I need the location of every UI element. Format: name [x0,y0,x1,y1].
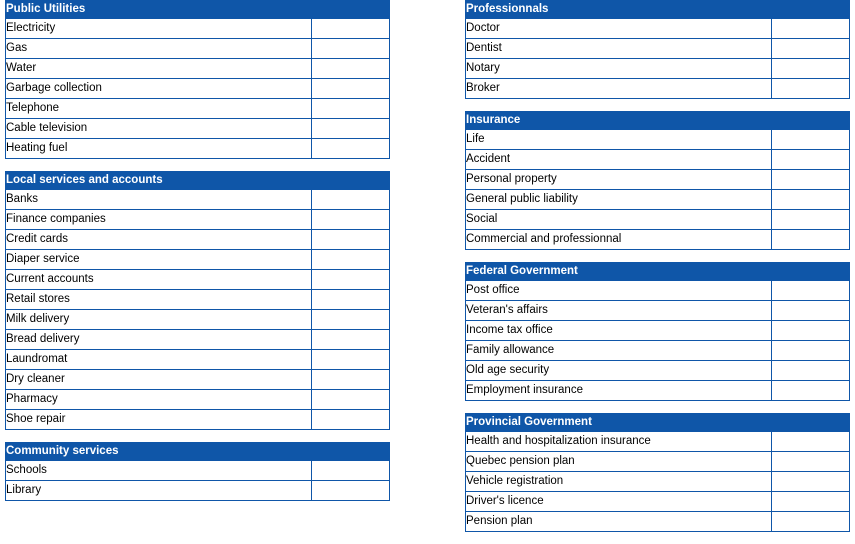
row-label: Pension plan [466,512,772,532]
row-value-field[interactable] [771,59,849,79]
row-label: Banks [6,190,312,210]
table-row [466,452,850,472]
row-value-field[interactable] [311,481,389,501]
table-row [6,190,390,210]
table-row [466,79,850,99]
row-value-field[interactable] [771,361,849,381]
table-row [466,59,850,79]
table-row [466,230,850,250]
row-value-field[interactable] [771,381,849,401]
row-value-field[interactable] [311,350,389,370]
table-row [6,250,390,270]
row-label: Electricity [6,19,312,39]
table-row [466,321,850,341]
row-value-field[interactable] [771,281,849,301]
table-row [6,310,390,330]
row-value-field[interactable] [771,150,849,170]
table-row [6,99,390,119]
row-label: Driver's licence [466,492,772,512]
table-row [6,210,390,230]
row-value-field[interactable] [311,139,389,159]
row-label: Diaper service [6,250,312,270]
row-label: Dry cleaner [6,370,312,390]
table-row [466,281,850,301]
row-label: Dentist [466,39,772,59]
row-value-field[interactable] [311,59,389,79]
row-value-field[interactable] [771,39,849,59]
row-value-field[interactable] [311,290,389,310]
table-row [466,341,850,361]
row-label: Bread delivery [6,330,312,350]
section-table [465,111,850,250]
table-row [466,39,850,59]
row-label: Garbage collection [6,79,312,99]
table-row [6,461,390,481]
row-label: Telephone [6,99,312,119]
row-label: Health and hospitalization insurance [466,432,772,452]
row-value-field[interactable] [771,301,849,321]
row-value-field[interactable] [311,270,389,290]
row-label: Doctor [466,19,772,39]
row-label: Accident [466,150,772,170]
row-label: Laundromat [6,350,312,370]
row-value-field[interactable] [771,452,849,472]
section-header-row [6,443,390,461]
table-row [6,330,390,350]
table-row [6,139,390,159]
row-label: Old age security [466,361,772,381]
row-value-field[interactable] [771,230,849,250]
table-row [466,361,850,381]
section-table [465,262,850,401]
table-row [466,190,850,210]
row-value-field[interactable] [771,512,849,532]
section-block [465,262,850,401]
section-header-row [466,414,850,432]
section-table [5,0,390,159]
row-value-field[interactable] [311,39,389,59]
table-row [466,150,850,170]
table-row [6,350,390,370]
row-label: Finance companies [6,210,312,230]
left-column [5,0,390,513]
table-row [466,381,850,401]
table-row [466,301,850,321]
row-value-field[interactable] [771,472,849,492]
section-header-row [6,172,390,190]
table-row [466,432,850,452]
table-row [6,390,390,410]
row-value-field[interactable] [311,99,389,119]
row-label: Water [6,59,312,79]
section-title: Community services [6,443,390,461]
row-label: Post office [466,281,772,301]
section-table [465,413,850,532]
row-label: Personal property [466,170,772,190]
row-value-field[interactable] [771,79,849,99]
row-label: General public liability [466,190,772,210]
table-row [466,492,850,512]
row-label: Milk delivery [6,310,312,330]
row-value-field[interactable] [311,310,389,330]
section-block [5,171,390,430]
table-row [6,410,390,430]
row-value-field[interactable] [771,432,849,452]
row-value-field[interactable] [771,210,849,230]
table-row [6,290,390,310]
section-table [5,442,390,501]
row-value-field[interactable] [771,19,849,39]
table-row [466,210,850,230]
row-label: Retail stores [6,290,312,310]
section-title: Federal Government [466,263,850,281]
row-value-field[interactable] [311,250,389,270]
section-title: Local services and accounts [6,172,390,190]
row-value-field[interactable] [311,461,389,481]
row-label: Life [466,130,772,150]
right-column [465,0,850,544]
row-value-field[interactable] [771,492,849,512]
table-row [6,370,390,390]
row-value-field[interactable] [771,341,849,361]
section-title: Professionnals [466,1,850,19]
table-row [466,130,850,150]
section-block [465,111,850,250]
section-table [465,0,850,99]
table-row [6,481,390,501]
row-value-field[interactable] [311,190,389,210]
row-value-field[interactable] [311,79,389,99]
row-label: Gas [6,39,312,59]
row-label: Social [466,210,772,230]
section-title: Provincial Government [466,414,850,432]
row-value-field[interactable] [771,170,849,190]
section-header-row [6,1,390,19]
section-title: Public Utilities [6,1,390,19]
table-row [6,79,390,99]
row-value-field[interactable] [311,210,389,230]
table-row [466,472,850,492]
table-row [466,512,850,532]
section-header-row [466,1,850,19]
row-value-field[interactable] [771,130,849,150]
table-row [466,19,850,39]
row-label: Schools [6,461,312,481]
table-row [6,230,390,250]
row-label: Notary [466,59,772,79]
row-label: Commercial and professionnal [466,230,772,250]
row-value-field[interactable] [311,19,389,39]
row-label: Heating fuel [6,139,312,159]
table-row [466,170,850,190]
row-value-field[interactable] [311,330,389,350]
row-value-field[interactable] [771,190,849,210]
section-title: Insurance [466,112,850,130]
section-block [5,0,390,159]
section-block [465,0,850,99]
row-value-field[interactable] [311,390,389,410]
table-row [6,119,390,139]
row-label: Quebec pension plan [466,452,772,472]
section-header-row [466,112,850,130]
row-label: Family allowance [466,341,772,361]
row-value-field[interactable] [311,119,389,139]
table-row [6,270,390,290]
row-label: Cable television [6,119,312,139]
row-label: Employment insurance [466,381,772,401]
row-label: Income tax office [466,321,772,341]
row-label: Pharmacy [6,390,312,410]
section-header-row [466,263,850,281]
row-label: Current accounts [6,270,312,290]
row-value-field[interactable] [311,230,389,250]
row-label: Library [6,481,312,501]
row-label: Vehicle registration [466,472,772,492]
row-label: Credit cards [6,230,312,250]
row-value-field[interactable] [311,410,389,430]
row-label: Veteran's affairs [466,301,772,321]
table-row [6,19,390,39]
row-value-field[interactable] [771,321,849,341]
table-row [6,39,390,59]
row-label: Shoe repair [6,410,312,430]
row-value-field[interactable] [311,370,389,390]
section-block [5,442,390,501]
table-row [6,59,390,79]
row-label: Broker [466,79,772,99]
section-table [5,171,390,430]
section-block [465,413,850,532]
